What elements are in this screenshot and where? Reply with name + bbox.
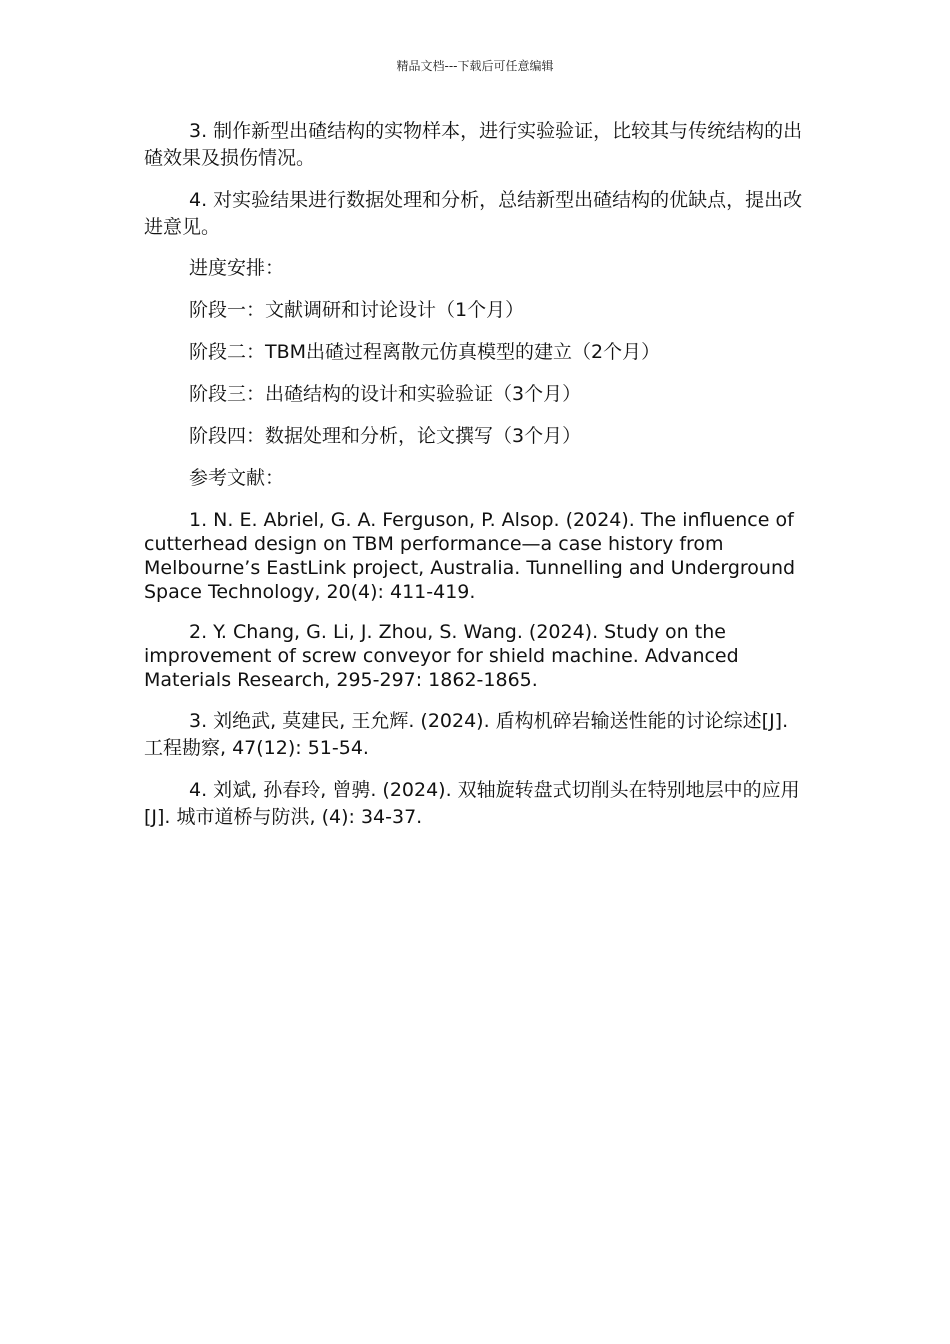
method-step-3: 3. 制作新型出碴结构的实物样本，进行实验验证，比较其与传统结构的出碴效果及损伤情况。	[144, 120, 803, 169]
references-heading: 参考文献：	[189, 467, 285, 489]
schedule-stage-1: 阶段一：文献调研和讨论设计（1个月）	[189, 299, 525, 321]
document-body	[144, 118, 808, 846]
reference-3: 3. 刘绝武, 莫建民, 王允辉. (2024). 盾构机碎岩输送性能的讨论综述[J]. 工程勘察, 47(12): 51-54.	[144, 710, 789, 759]
schedule-stage-4: 阶段四：数据处理和分析，论文撰写（3个月）	[189, 425, 582, 447]
reference-1: 1. N. E. Abriel, G. A. Ferguson, P. Alsop. (2024). The influence of cutterhead design on TBM performance—a case history from Melbourne’s EastLink project, Australia. Tunnelling and Underground Space Technology, 20(4): 411-419.	[144, 509, 796, 603]
schedule-stage-3: 阶段三：出碴结构的设计和实验验证（3个月）	[189, 383, 582, 405]
schedule-heading: 进度安排：	[189, 257, 285, 279]
reference-2: 2. Y. Chang, G. Li, J. Zhou, S. Wang. (2024). Study on the improvement of screw conveyor for shield machine. Advanced Materials Research, 295-297: 1862-1865.	[144, 621, 739, 691]
running-header: 精品文档---下载后可任意编辑	[396, 59, 554, 73]
schedule-stage-2: 阶段二：TBM出碴过程离散元仿真模型的建立（2个月）	[189, 341, 661, 363]
reference-4: 4. 刘斌, 孙春玲, 曾骋. (2024). 双轴旋转盘式切削头在特别地层中的应用[J]. 城市道桥与防洪, (4): 34-37.	[144, 779, 800, 828]
method-step-4: 4. 对实验结果进行数据处理和分析，总结新型出碴结构的优缺点，提出改进意见。	[144, 189, 803, 238]
